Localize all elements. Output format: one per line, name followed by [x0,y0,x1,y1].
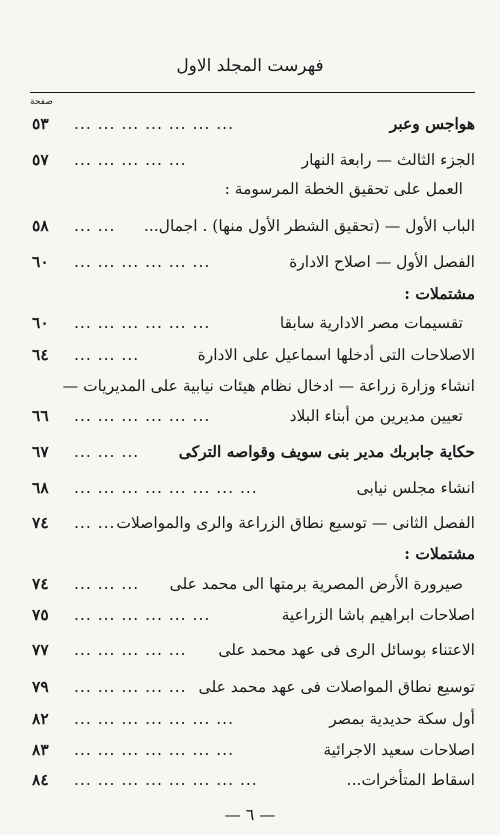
toc-entry-text: الاعتناء بوسائل الرى فى عهد محمد على [218,641,475,659]
toc-entry-page: ٦٧ [32,442,49,461]
toc-entry [30,738,475,762]
toc-entry-text: الفصل الثانى — توسيع نطاق الزراعة والرى والمواصلات [116,514,475,532]
toc-entry [30,343,475,367]
toc-entry-leader: ... ... ... ... ... ... [74,407,211,425]
toc-entry-page: ٦٠ [32,313,49,332]
toc-entry [30,707,475,731]
toc-entry [30,214,475,238]
page-title: فهرست المجلد الاول [176,56,324,76]
toc-entry-page: ٨٤ [32,770,49,789]
toc-entry-page: ٧٩ [32,677,49,696]
toc-entry-leader: ... ... ... ... ... ... [74,606,211,624]
toc-entry-page: ٨٢ [32,709,49,728]
toc-entry [30,603,475,627]
toc-entry [30,542,475,566]
toc-entry [30,177,475,201]
toc-entry-text: انشاء وزارة زراعة — ادخال نظام هيئات نيابية على المديريات — [62,377,475,395]
toc-entry-page: ٨٣ [32,740,49,759]
toc-entry [30,374,475,398]
toc-entry-page: ٥٧ [32,150,49,169]
toc-entry-leader: ... ... ... ... ... ... ... ... [74,771,258,789]
toc-entry [30,282,475,306]
toc-entry-text: الاصلاحات التى أدخلها اسماعيل على الادارة [197,346,475,364]
toc-entry-leader: ... ... ... ... ... ... ... [74,115,235,133]
toc-entry-text: الجزء الثالث — رابعة النهار [301,151,475,169]
toc-entry [30,675,475,699]
toc-entry-page: ٦٠ [32,252,49,271]
toc-entry-leader: ... ... ... [74,575,140,593]
toc-entry-text: مشتملات : [404,284,475,303]
page-number: — ٦ — [224,805,276,824]
toc-entry [30,768,475,792]
toc-entry [30,476,475,500]
page-column-label: صفحة [30,97,53,107]
toc-entry [30,511,475,535]
toc-entry-leader: ... ... ... [74,346,140,364]
toc-entry-leader: ... ... ... ... ... ... [74,253,211,271]
toc-entry [30,404,475,428]
toc-entry-page: ٧٧ [32,640,49,659]
toc-entry [30,638,475,662]
toc-entry-text: الباب الأول — (تحقيق الشطر الأول منها) . اجمال... [143,217,475,235]
toc-entry-page: ٧٤ [32,513,49,532]
toc-entry-text: الفصل الأول — اصلاح الادارة [289,253,475,271]
toc-entry-text: انشاء مجلس نيابى [356,479,475,497]
toc-entry-leader: ... ... ... ... ... ... ... ... [74,479,258,497]
toc-entry-page: ٥٣ [32,114,49,133]
toc-entry [30,250,475,274]
toc-entry-text: العمل على تحقيق الخطة المرسومة : [224,180,463,198]
toc-entry-leader: ... ... ... ... ... ... ... [74,741,235,759]
toc-entry-page: ٥٨ [32,216,49,235]
toc-entry-text: اصلاحات ابراهيم باشا الزراعية [281,606,475,624]
toc-entry [30,440,475,464]
toc-entry [30,572,475,596]
toc-entry-leader: ... ... ... ... ... ... [74,314,211,332]
toc-entry-page: ٧٤ [32,574,49,593]
toc-entry-page: ٦٤ [32,345,49,364]
toc-entry-text: اسقاط المتأخرات... [346,771,475,789]
toc-entry-text: صيرورة الأرض المصرية برمتها الى محمد على [169,575,463,593]
toc-entry-text: توسيع نطاق المواصلات فى عهد محمد على [198,678,475,696]
toc-entry [30,148,475,172]
toc-entry-leader: ... ... [74,217,116,235]
toc-entry-text: هواجس وعبر [389,114,475,133]
toc-entry-leader: ... ... ... ... ... [74,151,187,169]
toc-entry-page: ٧٥ [32,605,49,624]
toc-entry-leader: ... ... ... [74,443,140,461]
toc-entry-leader: ... ... ... ... ... [74,678,187,696]
header-rule [30,92,475,93]
toc-entry-text: حكاية جابربك مدير بنى سويف وقواصه التركى [178,442,475,461]
toc-entry [30,311,475,335]
toc-entry-text: تقسيمات مصر الادارية سابقا [279,314,463,332]
toc-entry-leader: ... ... ... ... ... ... ... [74,710,235,728]
toc-entry-leader: ... ... ... ... ... [74,641,187,659]
toc-entry-text: تعيين مديرين من أبناء البلاد [289,407,463,425]
toc-entry-text: أول سكة حديدية بمصر [329,710,475,728]
toc-entry-text: اصلاحات سعيد الاجرائية [323,741,475,759]
toc-entry [30,112,475,136]
toc-entry-page: ٦٦ [32,406,49,425]
toc-entry-text: مشتملات : [404,544,475,563]
toc-entry-page: ٦٨ [32,478,49,497]
toc-entry-leader: ... ... [74,514,116,532]
